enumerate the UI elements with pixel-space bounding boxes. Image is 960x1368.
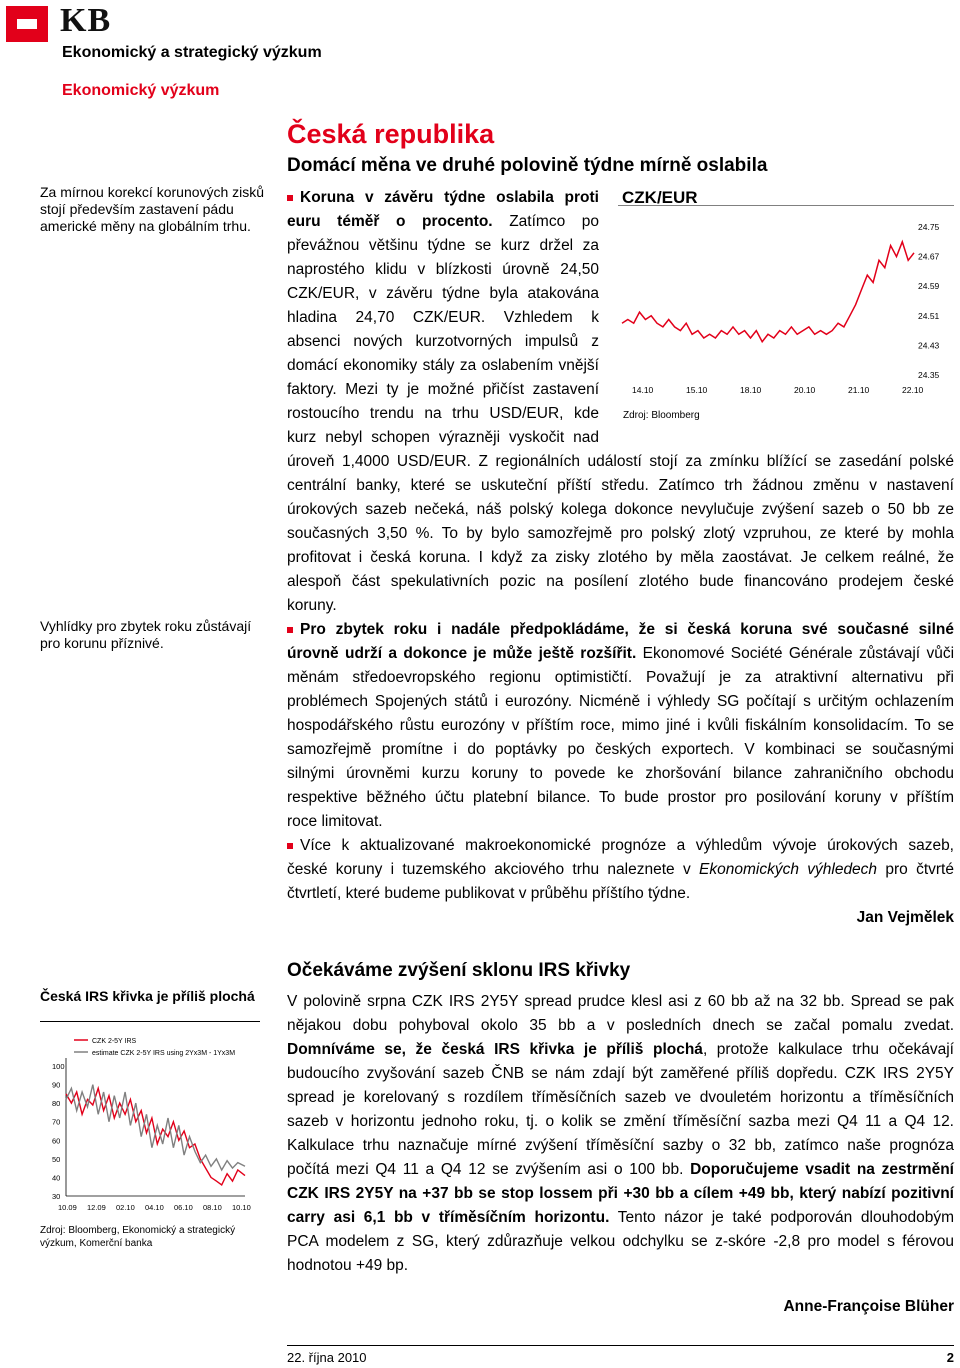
page-number: 2 [946,1350,954,1365]
y-tick-label: 40 [52,1173,61,1183]
footer-date: 22. října 2010 [287,1350,367,1365]
sidebar-note-2: Vyhlídky pro zbytek roku zůstávají pro korunu příznivé. [40,618,252,651]
sidebar-note-1: Za mírnou korekcí korunových zisků stojí především zastavení pádu americké měny na globálním trhu. [40,184,265,234]
x-tick-label: 22.10 [902,385,924,395]
bullet-icon [287,843,293,849]
x-tick-label: 12.09 [87,1203,106,1212]
x-tick-label: 15.10 [686,385,708,395]
chart-irs [40,1028,262,1218]
y-tick-label: 24.75 [918,222,940,232]
x-tick-label: 06.10 [174,1203,193,1212]
page-subtitle: Domácí měna ve druhé polovině týdne mírně oslabila [287,155,768,176]
y-tick-label: 24.59 [918,281,940,292]
chart-czkeur [618,205,954,405]
series-line-czkeur [622,242,914,342]
paragraph-1-wide: úroveň 1,4000 USD/EUR. Z regionálních událostí stojí za zmínku blížící se zasedání polské centrální banky, které se uskuteční příští středu. Zatímco trh žádnou změnu v nastavení úrokových sazeb nečeká, náš polský kolega dokonce nevylučuje zvýšení sazeb o 50 bb ze současných 3,50 %. To by bylo samozřejmě pro polský zlotý vzpruhou, ze které by mohla profitovat i česká koruna. I když za zisky zlotého by měla zaostávat. Je celkem reálné, že alespoň část spekulativních pozic na posílení zlotého bude financováno prodejem české koruny. [287,453,954,614]
chart-czkeur-source: Zdroj: Bloomberg [623,410,700,421]
y-tick-label: 24.35 [918,370,940,380]
header-subtitle: Ekonomický výzkum [62,82,220,99]
logo-text: KB [60,2,112,39]
header-title: Ekonomický a strategický výzkum [62,44,322,61]
legend-label: estimate CZK 2-5Y IRS using 2Yx3M - 1Yx3M [92,1050,236,1057]
divider [40,1021,260,1022]
bullet-icon [287,195,293,201]
x-tick-label: 18.10 [740,385,762,395]
author-2: Anne-Françoise Blüher [783,1298,954,1315]
y-tick-label: 70 [52,1117,61,1127]
x-tick-label: 14.10 [632,385,654,395]
y-tick-label: 24.51 [918,310,940,321]
bullet-icon [287,627,293,633]
legend-label: CZK 2-5Y IRS [92,1038,137,1045]
x-tick-label: 02.10 [116,1203,135,1212]
y-tick-label: 90 [52,1080,61,1090]
page-title: Česká republika [287,119,495,149]
author-1: Jan Vejmělek [856,909,954,926]
chart-czkeur-title: CZK/EUR [622,188,698,207]
y-tick-label: 50 [52,1154,61,1164]
chart-irs-source: Zdroj: Bloomberg, Ekonomický a strategický výzkum, Komerční banka [40,1225,236,1249]
x-tick-label: 20.10 [794,385,816,395]
paragraph-2: Pro zbytek roku i nadále předpokládáme, že si česká koruna své současné silné úrovně udrží a dokonce je může ještě rozšířit. Ekonomové Société Générale zůstávají vůči měnám středoevropského regionu optimističtí. Považují je za atraktivní alternativu při problémech Spojených států i eurozóny. Nicméně i výhledy SG počítají s určitým ochlazením hospodářského růstu eurozóny v příštím roce, mimo jiné i kvůli fiskálním konsolidacím. To se samozřejmě promítne i do poptávky po českých exportech. V kombinaci se současnými silnými úrovněmi kurzu koruny to povede ke zhoršování bilance zahraničního obchodu respektive běžného účtu platební bilance. To bude prostor pro posilování koruny v příštím roce limitovat. [287,621,955,830]
paragraph-3: Více k aktualizované makroekonomické prognóze a výhledům vývoje úrokových sazeb, české koruny i tuzemského akciového trhu naleznete v Ekonomických výhledech pro čtvrté čtvrtletí, které budeme publikovat v průběhu příštího týdne. [287,837,954,902]
x-tick-label: 08.10 [203,1203,222,1212]
x-tick-label: 10.09 [58,1203,77,1212]
x-tick-label: 10.10 [232,1203,251,1212]
paragraph-1-narrow: Koruna v závěru týdne oslabila proti euru téměř o procento. Zatímco po převážnou většinu týdne se kurz držel za naprostého klidu v blízkosti úrovně 24,50 CZK/EUR, v závěru týdne byla atakována hladina 24,70 CZK/EUR. Vzhledem k absenci nových kurzotvorných impulsů z domácí ekonomiky stály za oslabením vnější faktory. Mezi ty je možné přičíst zastavení rostoucího trendu na trhu USD/EUR, kde kurz nebyl schopen výrazněji vyskočit nad [287,189,599,446]
section-2-title: Očekáváme zvýšení sklonu IRS křivky [287,960,631,981]
chart-irs-title: Česká IRS křivka je příliš plochá [40,988,255,1004]
y-tick-label: 100 [52,1062,65,1071]
y-tick-label: 60 [52,1136,61,1146]
footer-rule [287,1345,954,1346]
y-tick-label: 24.67 [918,251,940,262]
y-tick-label: 80 [52,1099,61,1109]
logo-mark [6,6,48,42]
series-line-irs [66,1088,245,1185]
series-line-irs [66,1085,245,1170]
section-2-body: V polovině srpna CZK IRS 2Y5Y spread prudce klesl asi z 60 bb až na 32 bb. Spread se pak nějakou dobu pohyboval okolo 35 bb a v posledních dnech se začal pomalu zvedat. Domníváme se, že česká IRS křivka je příliš plochá, protože kalkulace trhu očekávají budoucího zvyšování sazeb ČNB se nám zdají být zaměřené příliš dopředu. CZK IRS 2Y5Y spread je korelovaný s rozdílem tříměsíčních sazeb ve dvouletém horizontu a tříměsíčních sazeb v horizontu jednoho roku, tj. o kolik se změní tříměsíční sazba mezi Q4 11 a Q4 12. Kalkulace trhu naznačuje mírné zvýšení tříměsíční sazby o 32 bb, zatímco naše prognóza počítá mezi Q4 11 a Q4 12 se zvýšením asi o 100 bb. Doporučujeme vsadit na zestrmění CZK IRS 2Y5Y na +37 bb se stop lossem při +30 bb a cílem +49 bb, který nabízí pozitivní carry asi 6,1 bb v tříměsíčním horizontu. Tento názor je také podporován dlouhodobým PCA modelem z SG, který zdůrazňuje velkou odchylku se z-skóre -2,8 pro model s férovou hodnotou +49 bp. [287,993,954,1274]
y-tick-label: 24.43 [918,340,940,351]
y-tick-label: 30 [52,1192,61,1201]
x-tick-label: 21.10 [848,385,870,395]
x-tick-label: 04.10 [145,1203,164,1212]
